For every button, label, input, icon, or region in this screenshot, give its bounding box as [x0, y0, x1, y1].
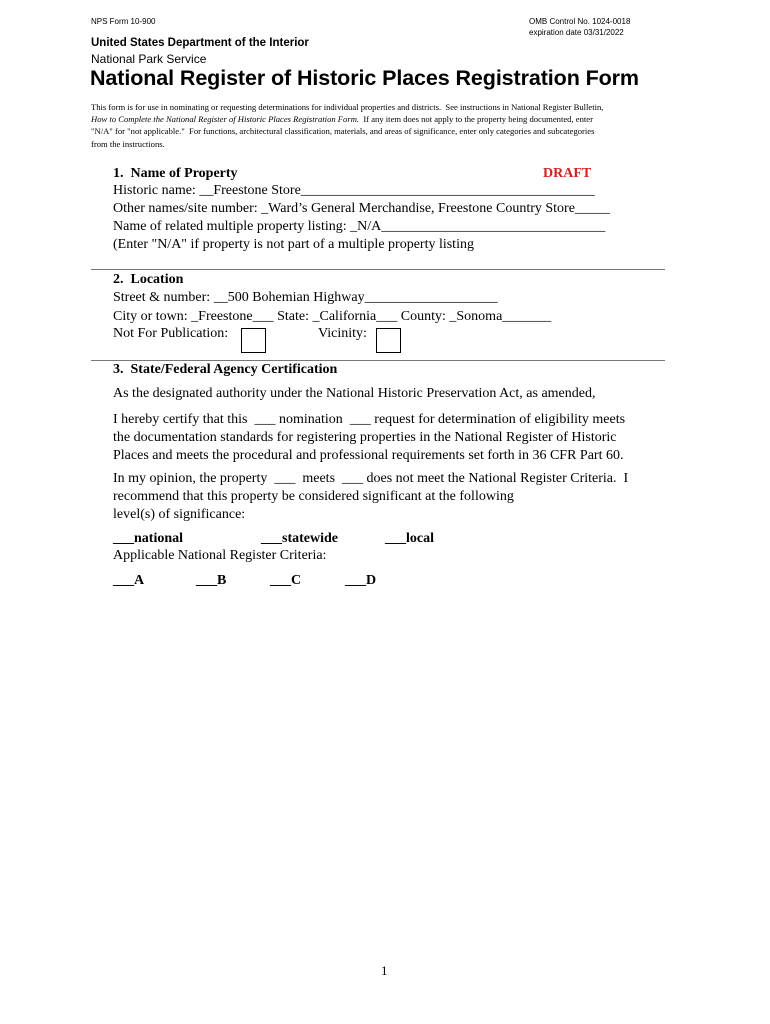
- bulletin-title: How to Complete the National Register of Historic Places Registration Form.: [91, 114, 360, 125]
- opinion-line: In my opinion, the property ___ meets ___ does not meet the National Register Criteria. I: [113, 471, 629, 486]
- level-local-option[interactable]: ___local: [385, 531, 434, 546]
- not-for-publication-checkbox[interactable]: [241, 328, 266, 353]
- historic-name-row: [113, 183, 595, 199]
- form-id: NPS Form 10-900: [91, 17, 156, 26]
- not-for-publication-label: Not For Publication:: [113, 326, 229, 341]
- related-listing-row: [113, 219, 605, 235]
- criteria-label: Applicable National Register Criteria:: [113, 548, 327, 563]
- historic-name-value[interactable]: __Freestone Store__________________________________________: [199, 183, 595, 198]
- certification-paragraph: [113, 411, 693, 465]
- related-listing-label: Name of related multiple property listing:: [113, 219, 347, 234]
- opinion-paragraph: [113, 470, 693, 524]
- certification-line: the documentation standards for registering properties in the National Register of Historic: [113, 430, 617, 445]
- other-names-row: [113, 201, 610, 217]
- level-national-option[interactable]: ___national: [113, 531, 184, 546]
- state-label: State:: [277, 309, 309, 324]
- street-label: Street & number:: [113, 290, 211, 305]
- street-value[interactable]: __500 Bohemian Highway___________________: [213, 290, 498, 305]
- section-divider: [91, 269, 665, 270]
- page-number: 1: [381, 963, 388, 978]
- historic-name-label: Historic name:: [113, 183, 196, 198]
- form-title: National Register of Historic Places Registration Form: [90, 66, 639, 90]
- opinion-line: recommend that this property be considered significant at the following: [113, 489, 514, 504]
- draft-label: DRAFT: [543, 166, 592, 181]
- intro-line: from the instructions.: [91, 138, 165, 149]
- vicinity-checkbox[interactable]: [376, 328, 401, 353]
- city-value[interactable]: _Freestone___: [191, 309, 274, 324]
- intro-line: This form is for use in nominating or requesting determinations for individual properties and districts. See instructions in National Register Bulletin,: [91, 102, 604, 112]
- related-listing-value[interactable]: _N/A________________________________: [350, 219, 606, 234]
- level-statewide-option[interactable]: ___statewide: [261, 531, 338, 546]
- omb-control-number: OMB Control No. 1024-0018: [529, 17, 631, 26]
- section-heading-certification: 3. State/Federal Agency Certification: [113, 362, 338, 377]
- section-divider: [91, 360, 665, 361]
- vicinity-label: Vicinity:: [318, 326, 367, 341]
- other-names-label: Other names/site number:: [113, 201, 258, 216]
- enter-na-note: (Enter "N/A" if property is not part of a multiple property listing: [113, 237, 474, 252]
- state-value[interactable]: _California___: [312, 309, 398, 324]
- criteria-d-option[interactable]: ___D: [345, 573, 377, 588]
- expiration-date: expiration date 03/31/2022: [529, 28, 624, 37]
- department-name: United States Department of the Interior: [91, 37, 309, 49]
- other-names-value[interactable]: _Ward’s General Merchandise, Freestone Country Store_____: [261, 201, 610, 216]
- county-label: County:: [400, 309, 446, 324]
- service-name: National Park Service: [91, 52, 207, 66]
- section-heading-location: 2. Location: [113, 272, 184, 287]
- county-value[interactable]: _Sonoma_______: [449, 309, 552, 324]
- criteria-b-option[interactable]: ___B: [196, 573, 227, 588]
- authority-statement: As the designated authority under the National Historic Preservation Act, as amended,: [113, 386, 596, 401]
- street-row: [113, 290, 498, 306]
- intro-line-rest: If any item does not apply to the property being documented, enter: [359, 114, 593, 125]
- criteria-a-option[interactable]: ___A: [113, 573, 145, 588]
- intro-paragraph: [91, 101, 691, 150]
- criteria-c-option[interactable]: ___C: [270, 573, 302, 588]
- city-label: City or town:: [113, 309, 188, 324]
- intro-line: [91, 113, 691, 125]
- section-heading-name-of-property: 1. Name of Property: [113, 166, 238, 181]
- intro-line: "N/A" for "not applicable." For functions, architectural classification, materials, and areas of significance, enter only categories and subcategories: [91, 126, 595, 137]
- opinion-line: level(s) of significance:: [113, 507, 246, 522]
- certification-line: Places and meets the procedural and professional requirements set forth in 36 CFR Part 60.: [113, 448, 624, 463]
- certification-line: I hereby certify that this ___ nomination ___ request for determination of eligibility meets: [113, 412, 626, 427]
- city-state-county-row: [113, 309, 551, 325]
